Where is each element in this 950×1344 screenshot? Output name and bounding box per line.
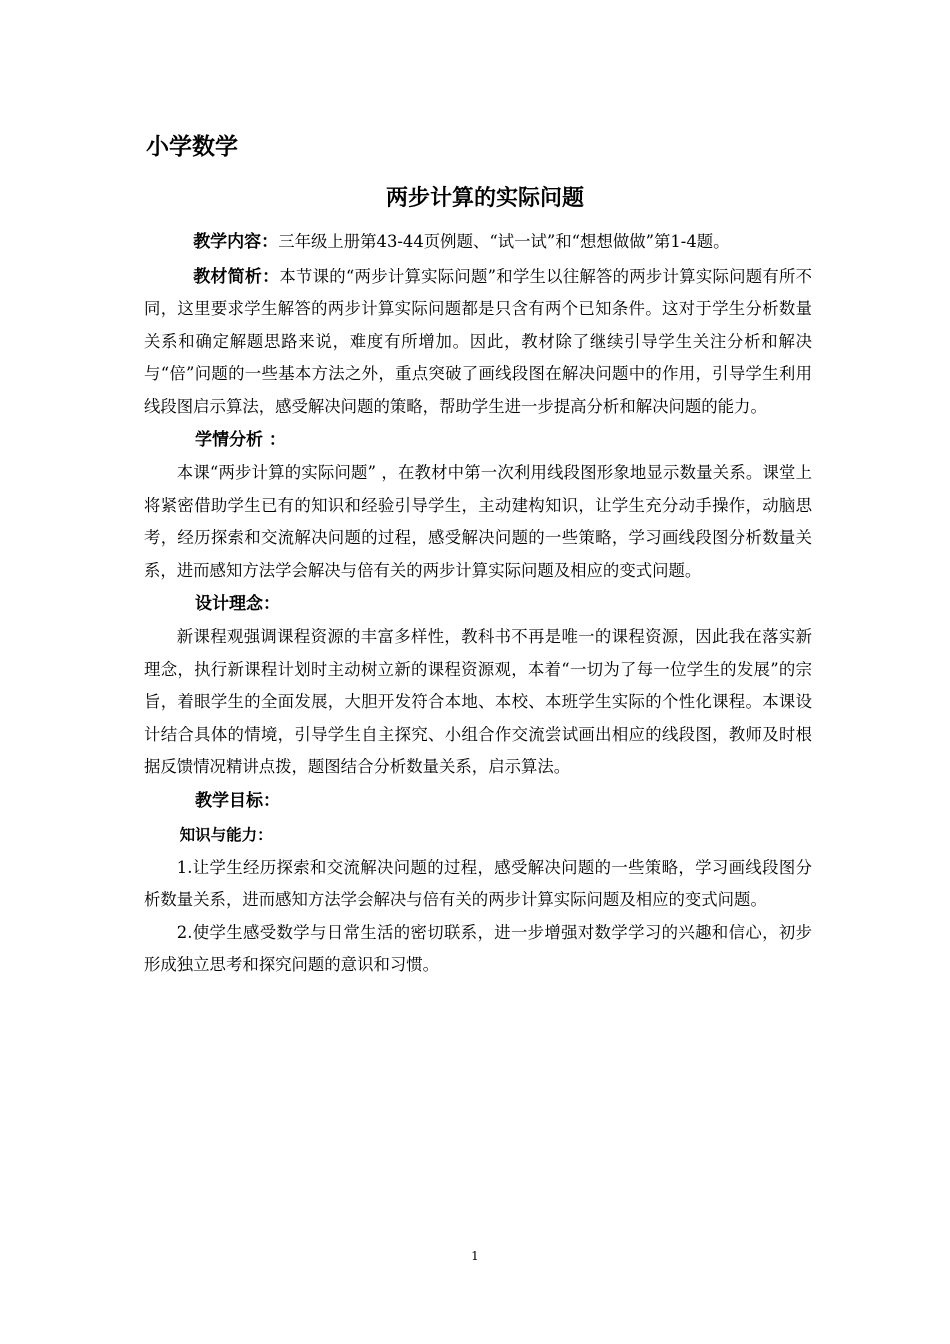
page-number: 1 [471, 1249, 479, 1263]
design-concept-heading: 设计理念： [195, 594, 280, 614]
material-analysis-label: 教材简析： [193, 266, 280, 287]
knowledge-ability-heading: 知识与能力： [179, 825, 273, 844]
page-title: 两步计算的实际问题 [385, 186, 584, 211]
design-concept-text: 新课程观强调课程资源的丰富多样性，教科书不再是唯一的课程资源，因此我在落实新理念，执行新课程计划时主动树立新的课程资源观，本着“一切为了每一位学生的发展”的宗旨，着眼学生的全面发展，大胆开发符合本地、本校、本班学生实际的个性化课程。本课设计结合具体的情境，引导学生自主探究、小组合作交流尝试画出相应的线段图，教师及时根据反馈情况精讲点拨，题图结合分析数量关系，启示算法。 [144, 627, 812, 776]
teaching-content-paragraph [144, 226, 812, 259]
material-analysis-paragraph [144, 261, 812, 424]
goal-item-1: 1.让学生经历探索和交流解决问题的过程，感受解决问题的一些策略，学习画线段图分析数量关系，进而感知方法学会解决与倍有关的两步计算实际问题及相应的变式问题。 [144, 857, 812, 909]
goal-item-2: 2.使学生感受数学与日常生活的密切联系，进一步增强对数学学习的兴趣和信心，初步形成独立思考和探究问题的意识和习惯。 [144, 922, 812, 974]
learner-analysis-text: 本课“两步计算的实际问题” ，在教材中第一次利用线段图形象地显示数量关系。课堂上将紧密借助学生已有的知识和经验引导学生，主动建构知识，让学生充分动手操作，动脑思考，经历探索和交流解决问题的过程，感受解决问题的一些策略，学习画线段图分析数量关系，进而感知方法学会解决与倍有关的两步计算实际问题及相应的变式问题。 [144, 463, 812, 580]
subject-label: 小学数学 [146, 134, 238, 160]
learner-analysis-heading: 学情分析 ： [195, 430, 286, 450]
material-analysis-text: 本节课的“两步计算实际问题”和学生以往解答的两步计算实际问题有所不同，这里要求学生解答的两步计算实际问题都是只含有两个已知条件。这对于学生分析数量关系和确定解题思路来说，难度有所增加。因此，教材除了继续引导学生关注分析和解决与“倍”问题的一些基本方法之外，重点突破了画线段图在解决问题中的作用，引导学生利用线段图启示算法，感受解决问题的策略，帮助学生进一步提高分析和解决问题的能力。 [144, 266, 813, 416]
teaching-goals-heading: 教学目标： [195, 790, 280, 811]
teaching-content-text: 三年级上册第43-44页例题、“试一试”和“想想做做”第1-4题。 [278, 232, 730, 251]
teaching-content-label: 教学内容： [193, 232, 279, 252]
document-body [144, 226, 812, 982]
